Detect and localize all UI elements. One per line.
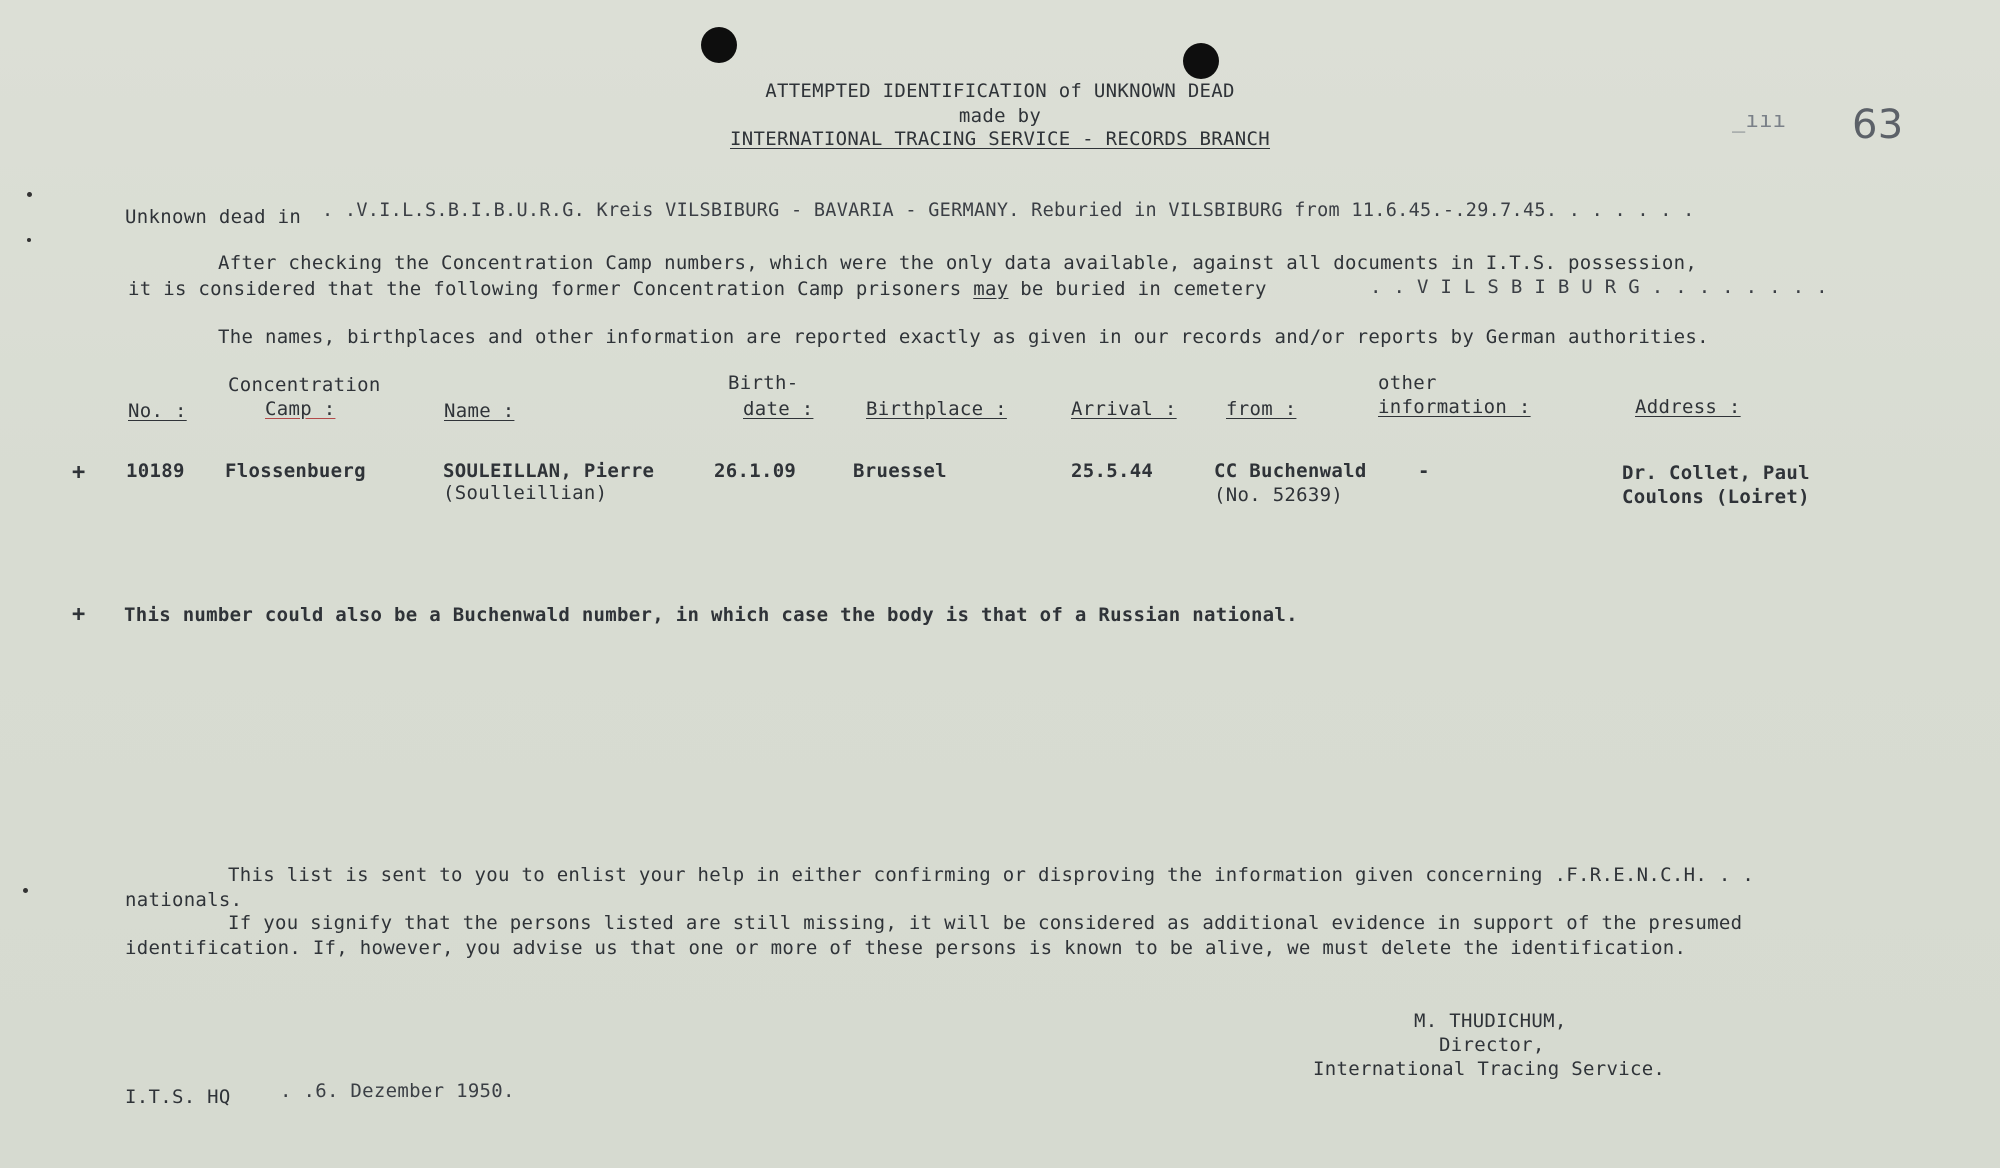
cell-birthdate: 26.1.09 (714, 460, 797, 482)
col-header-camp-top: Concentration (228, 374, 381, 396)
closing-p1-line2: nationals. (125, 889, 243, 911)
cell-address: Dr. Collet, Paul (1622, 462, 1810, 484)
header-subtitle: made by (958, 105, 1042, 127)
cell-name: SOULEILLAN, Pierre (443, 460, 655, 482)
signature-org: International Tracing Service. (1313, 1058, 1666, 1080)
margin-mark (27, 192, 32, 197)
location-value: . .V.I.L.S.B.I.B.U.R.G. Kreis VILSBIBURG - BAVARIA - GERMANY. Reburied in VILSBIBURG from 11.6.45.-.29.7.45. . . . . . . (322, 200, 1695, 221)
intro-may: may (973, 278, 1009, 300)
page-number: 63 (1852, 102, 1904, 148)
col-header-camp: Camp : (265, 398, 336, 420)
punch-hole-left (701, 27, 737, 63)
intro-line-2-pre: it is considered that the following former Concentration Camp prisoners (128, 278, 962, 300)
col-header-from: from : (1226, 398, 1297, 420)
footnote-marker: + (72, 602, 86, 627)
cell-from-alt: (No. 52639) (1214, 484, 1344, 506)
col-header-other: information : (1378, 396, 1531, 418)
intro-line-1: After checking the Concentration Camp numbers, which were the only data available, against all documents in I.T.S. possession, (218, 252, 1698, 274)
cell-other: - (1418, 460, 1430, 482)
cell-camp: Flossenbuerg (225, 460, 366, 482)
cell-name-alt: (Soulleillian) (443, 482, 608, 504)
row-marker: + (72, 460, 86, 485)
location-label: Unknown dead in (125, 206, 302, 228)
cell-birthplace: Bruessel (853, 460, 947, 482)
cell-address-alt: Coulons (Loiret) (1622, 486, 1810, 508)
intro-line-2-post: be buried in cemetery (1020, 278, 1267, 300)
cemetery-value: . . V I L S B I B U R G . . . . . . . . (1370, 276, 1828, 298)
dateline-label: I.T.S. HQ (125, 1086, 231, 1108)
cell-from: CC Buchenwald (1214, 460, 1367, 482)
col-header-name: Name : (444, 400, 515, 422)
records-notice: The names, birthplaces and other information are reported exactly as given in our records and/or reports by German authorities. (218, 326, 1709, 348)
col-header-other-top: other (1378, 372, 1437, 394)
margin-mark (27, 238, 31, 242)
page-marker: _ııı (1732, 108, 1787, 133)
signature-title: Director, (1439, 1034, 1545, 1056)
intro-line-2 (128, 278, 1267, 300)
closing-p2-line2: identification. If, however, you advise us that one or more of these persons is known to be alive, we must delete the identification. (125, 937, 1687, 959)
col-header-birthdate: date : (743, 398, 814, 420)
cell-no: 10189 (126, 460, 185, 482)
dateline-value: . .6. Dezember 1950. (280, 1080, 515, 1102)
punch-hole-right (1183, 43, 1219, 79)
col-header-arrival: Arrival : (1071, 398, 1177, 420)
col-header-birth-top: Birth- (728, 372, 799, 394)
col-header-no: No. : (128, 400, 187, 422)
header-org: INTERNATIONAL TRACING SERVICE - RECORDS BRANCH (730, 128, 1270, 150)
closing-p2-line1: If you signify that the persons listed are still missing, it will be considered as additional evidence in support of the presumed (228, 912, 1743, 934)
margin-mark (23, 888, 28, 893)
closing-p1-line1: This list is sent to you to enlist your help in either confirming or disproving the information given concerning .F.R.E.N.C.H. . . (228, 864, 1755, 886)
signature-name: M. THUDICHUM, (1414, 1010, 1567, 1032)
cell-arrival: 25.5.44 (1071, 460, 1154, 482)
footnote-text: This number could also be a Buchenwald number, in which case the body is that of a Russian national. (124, 604, 1298, 626)
header-title: ATTEMPTED IDENTIFICATION of UNKNOWN DEAD (765, 80, 1235, 102)
col-header-address: Address : (1635, 396, 1741, 418)
col-header-birthplace: Birthplace : (866, 398, 1007, 420)
